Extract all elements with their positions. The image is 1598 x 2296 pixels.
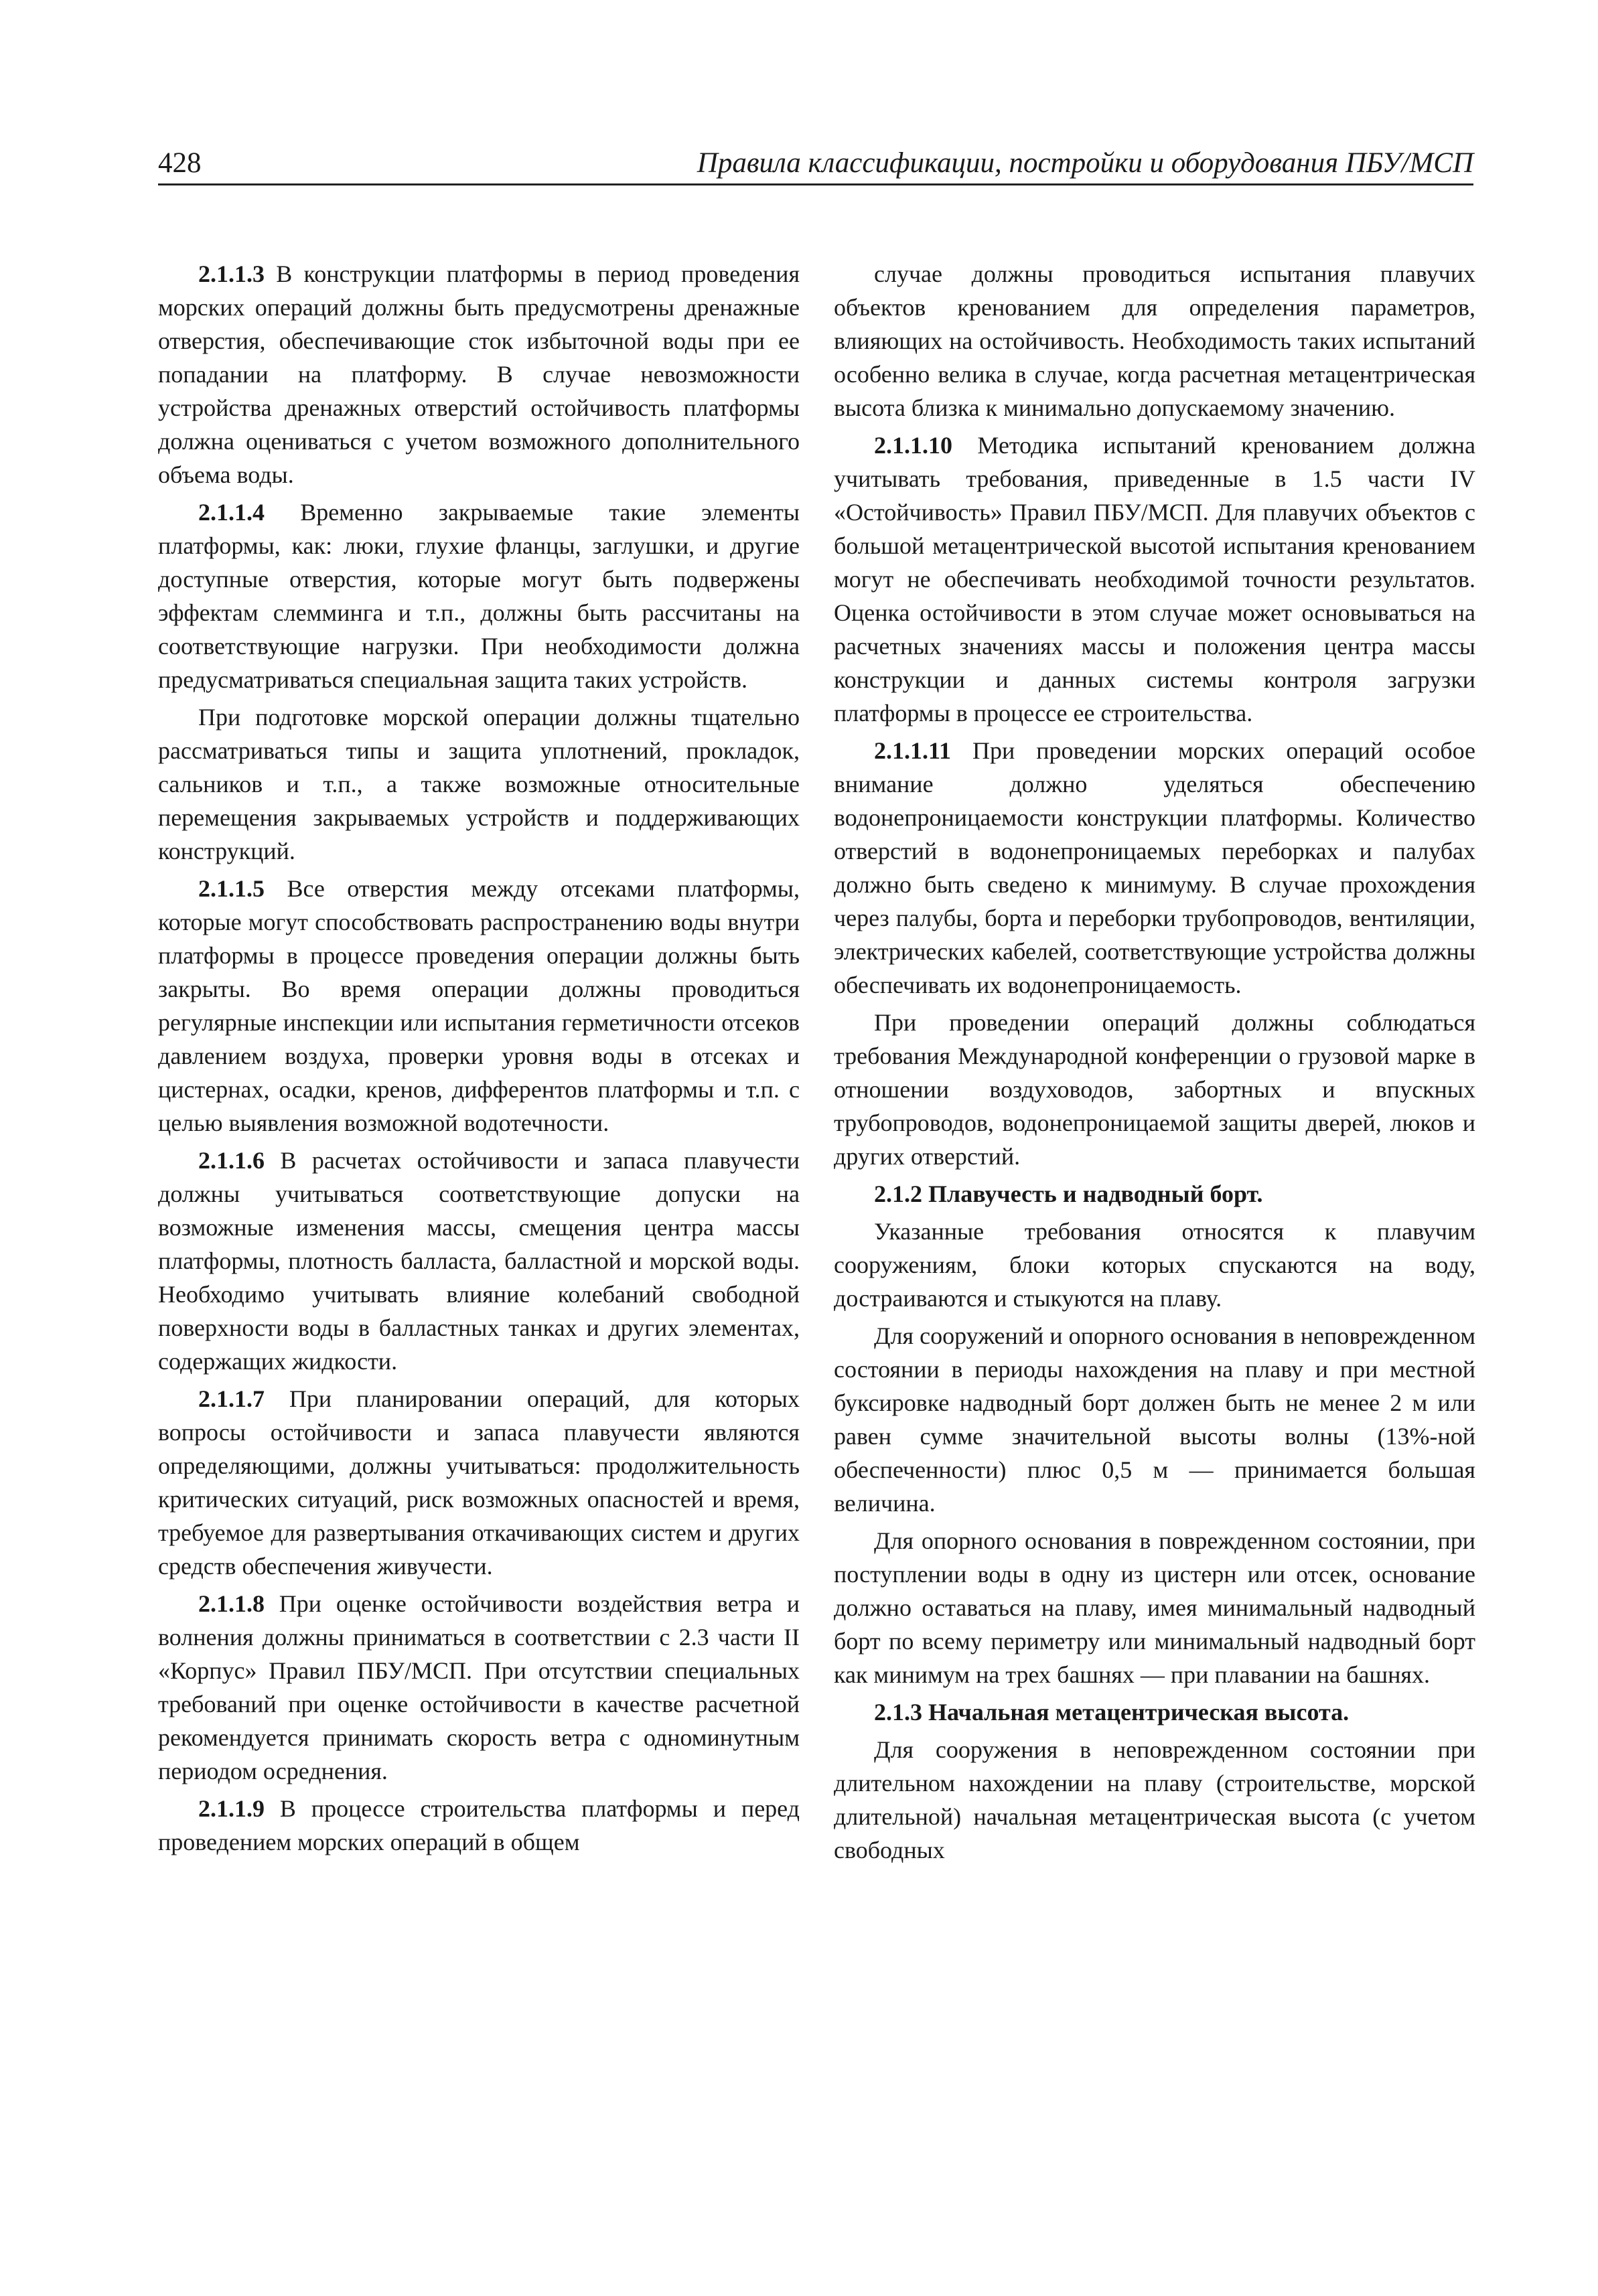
paragraph-text: Для сооружений и опорного основания в неповрежденном состоянии в периоды нахождения на плаву и при местной буксировке надводный борт должен быть не менее 2 м или равен сумме значительной высоты волны (13%-ной обеспеченности) плюс 0,5 м — принимается большая величина. bbox=[834, 1322, 1475, 1517]
paragraph-text: При проведении операций должны соблюдаться требования Международной конференции о грузовой марке в отношении воздуховодов, забортных и впускных трубопроводов, водонепроницаемой защиты дверей, люков и других отверстий. bbox=[834, 1009, 1475, 1170]
paragraph bbox=[158, 1144, 800, 1378]
clause-number: 2.1.1.8 bbox=[198, 1590, 265, 1617]
paragraph bbox=[834, 257, 1475, 425]
paragraph bbox=[834, 1733, 1475, 1867]
paragraph bbox=[158, 700, 800, 868]
paragraph-text: Для сооружения в неповрежденном состоянии при длительном нахождении на плаву (строительстве, морской длительной) начальная метацентрическая высота (с учетом свободных bbox=[834, 1736, 1475, 1863]
clause-number: 2.1.1.7 bbox=[198, 1385, 265, 1412]
clause-number: 2.1.1.11 bbox=[874, 737, 952, 764]
paragraph bbox=[834, 1319, 1475, 1520]
section-heading: 2.1.2 Плавучесть и надводный борт. bbox=[874, 1180, 1263, 1207]
paragraph-text: Временно закрываемые такие элементы платформы, как: люки, глухие фланцы, заглушки, и другие доступные отверстия, которые могут быть подвержены эффектам слемминга и т.п., должны быть рассчитаны на соответствующие нагрузки. При необходимости должна предусматриваться специальная защита таких устройств. bbox=[158, 499, 800, 693]
paragraph-text: При оценке остойчивости воздействия ветра и волнения должны приниматься в соответствии с 2.3 части II «Корпус» Правил ПБУ/МСП. При отсутствии специальных требований при оценке остойчивости в качестве расчетной рекомендуется принимать скорость ветра с одноминутным периодом осреднения. bbox=[158, 1590, 800, 1784]
running-title: Правила классификации, постройки и оборудования ПБУ/МСП bbox=[697, 147, 1473, 179]
paragraph bbox=[834, 1006, 1475, 1173]
paragraph bbox=[834, 429, 1475, 730]
paragraph bbox=[158, 495, 800, 696]
paragraph bbox=[834, 1215, 1475, 1315]
paragraph-text: При планировании операций, для которых вопросы остойчивости и запаса плавучести являются определяющими, должны учитываться: продолжительность критических ситуаций, риск возможных опасностей и время, требуемое для развертывания откачивающих систем и других средств обеспечения живучести. bbox=[158, 1385, 800, 1580]
paragraph bbox=[834, 734, 1475, 1002]
paragraph bbox=[834, 1524, 1475, 1691]
paragraph bbox=[158, 1792, 800, 1859]
clause-number: 2.1.1.6 bbox=[198, 1147, 265, 1174]
paragraph bbox=[158, 1587, 800, 1788]
paragraph-text: Все отверстия между отсеками платформы, которые могут способствовать распространению воды внутри платформы в процессе проведения операции должны быть закрыты. Во время операции должны проводиться регулярные инспекции или испытания герметичности отсеков давлением воздуха, проверки уровня воды в отсеках и цистернах, осадки, кренов, дифферентов платформы и т.п. с целью выявления возможной водотечности. bbox=[158, 875, 800, 1136]
clause-number: 2.1.1.9 bbox=[198, 1795, 265, 1822]
left-column bbox=[158, 257, 800, 1863]
paragraph-text: Указанные требования относятся к плавучим сооружениям, блоки которых спускаются на воду, достраиваются и стыкуются на плаву. bbox=[834, 1218, 1475, 1312]
clause-number: 2.1.1.4 bbox=[198, 499, 265, 526]
clause-number: 2.1.1.3 bbox=[198, 260, 265, 287]
paragraph-text: Методика испытаний кренованием должна учитывать требования, приведенные в 1.5 части IV «Остойчивость» Правил ПБУ/МСП. Для плавучих объектов с большой метацентрической высотой испытания кренованием могут не обеспечивать необходимой точности результатов. Оценка остойчивости в этом случае может основываться на расчетных значениях массы и положения центра массы конструкции и данных системы контроля загрузки платформы в процессе ее строительства. bbox=[834, 432, 1475, 726]
paragraph-text: При подготовке морской операции должны тщательно рассматриваться типы и защита уплотнений, прокладок, сальников и т.п., а также возможные относительные перемещения закрываемых устройств и поддерживающих конструкций. bbox=[158, 704, 800, 864]
paragraph bbox=[158, 872, 800, 1140]
page-number: 428 bbox=[158, 147, 202, 179]
section-heading: 2.1.3 Начальная метацентрическая высота. bbox=[874, 1699, 1350, 1726]
paragraph-text: При проведении морских операций особое внимание должно уделяться обеспечению водонепроницаемости конструкции платформы. Количество отверстий в водонепроницаемых переборках и палубах должно быть сведено к минимуму. В случае прохождения через палубы, борта и переборки трубопроводов, вентиляции, электрических кабелей, соответствующие устройства должны обеспечивать их водонепроницаемость. bbox=[834, 737, 1475, 998]
paragraph bbox=[158, 1382, 800, 1583]
paragraph bbox=[158, 257, 800, 491]
right-column bbox=[834, 257, 1475, 1871]
paragraph-text: В процессе строительства платформы и перед проведением морских операций в общем bbox=[158, 1795, 800, 1855]
paragraph-text: В расчетах остойчивости и запаса плавучести должны учитываться соответствующие допуски на возможные изменения массы, смещения центра массы платформы, плотность балласта, балластной и морской воды. Необходимо учитывать влияние колебаний свободной поверхности воды в балластных танках и других элементах, содержащих жидкости. bbox=[158, 1147, 800, 1375]
paragraph-text: Для опорного основания в поврежденном состоянии, при поступлении воды в одну из цистерн или отсек, основание должно оставаться на плаву, имея минимальный надводный борт по всему периметру или минимальный надводный борт как минимум на трех башнях — при плавании на башнях. bbox=[834, 1527, 1475, 1688]
page-header bbox=[158, 142, 1473, 185]
clause-number: 2.1.1.5 bbox=[198, 875, 265, 902]
paragraph-text: В конструкции платформы в период проведения морских операций должны быть предусмотрены дренажные отверстия, обеспечивающие сток избыточной воды при ее попадании на платформу. В случае невозможности устройства дренажных отверстий остойчивость платформы должна оцениваться с учетом возможного дополнительного объема воды. bbox=[158, 260, 800, 488]
paragraph-text: случае должны проводиться испытания плавучих объектов кренованием для определения параметров, влияющих на остойчивость. Необходимость таких испытаний особенно велика в случае, когда расчетная метацентрическая высота близка к минимально допускаемому значению. bbox=[834, 260, 1475, 421]
clause-number: 2.1.1.10 bbox=[874, 432, 952, 459]
